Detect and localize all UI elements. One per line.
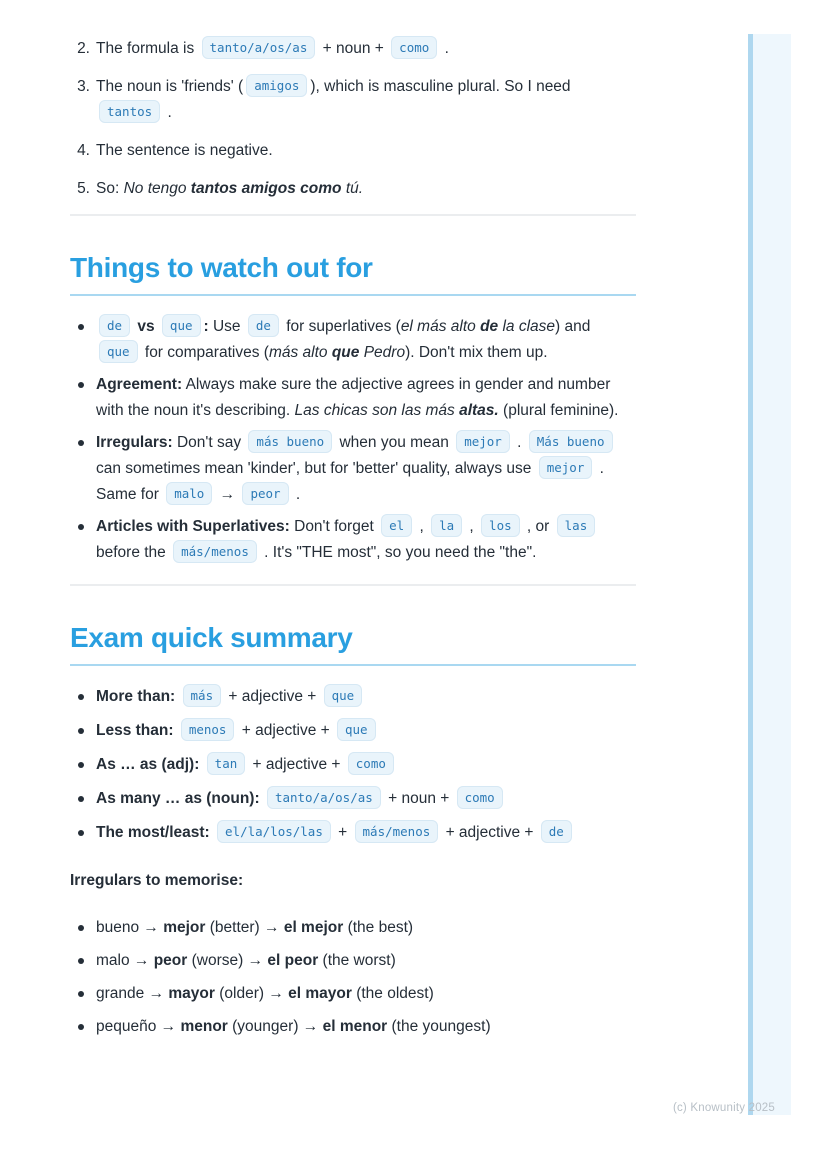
text-segment: vs xyxy=(133,318,159,335)
exam-summary-list xyxy=(70,684,636,846)
text-segment: mayor xyxy=(168,985,215,1002)
code-chip: malo xyxy=(166,482,212,505)
code-chip: que xyxy=(99,340,138,363)
text-segment xyxy=(175,688,179,705)
bullet-item xyxy=(70,915,636,941)
copyright-footer: (c) Knowunity 2025 xyxy=(672,1102,775,1114)
text-segment: As … as (adj): xyxy=(96,756,200,773)
list-number: 3. xyxy=(77,78,90,95)
text-segment: de xyxy=(480,318,499,335)
code-chip: que xyxy=(337,718,376,741)
text-segment: , xyxy=(465,518,479,535)
list-number: 2. xyxy=(77,40,90,57)
bullet-item xyxy=(70,514,636,566)
text-segment: So: xyxy=(96,180,124,197)
text-segment: : xyxy=(203,318,209,335)
text-segment: + adjective + xyxy=(248,756,345,773)
text-segment: The formula is xyxy=(96,40,199,57)
watch-out-list xyxy=(70,314,636,566)
text-segment: que xyxy=(331,344,360,361)
code-chip: tantos xyxy=(99,100,160,123)
text-segment: . xyxy=(512,434,526,451)
text-segment: (the worst) xyxy=(318,952,396,969)
text-segment: , xyxy=(415,518,429,535)
text-segment: (the youngest) xyxy=(387,1018,491,1035)
text-segment: ) and xyxy=(555,318,591,335)
text-segment: bueno → xyxy=(96,919,164,936)
text-segment: Don't say xyxy=(172,434,246,451)
code-chip: menos xyxy=(181,718,235,741)
text-segment: peor xyxy=(153,952,188,969)
text-segment: As many … as (noun): xyxy=(96,790,260,807)
page-edge-line xyxy=(748,34,753,1115)
text-segment: . xyxy=(440,40,449,57)
text-segment: (better) → xyxy=(205,919,284,936)
text-segment: Pedro xyxy=(359,344,406,361)
document-page xyxy=(70,36,636,1047)
text-segment: (worse) → xyxy=(187,952,268,969)
text-segment: (younger) → xyxy=(227,1018,323,1035)
code-chip: de xyxy=(541,820,572,843)
text-segment: (plural feminine). xyxy=(498,402,619,419)
numbered-item xyxy=(70,36,636,62)
text-segment: mejor xyxy=(163,919,206,936)
code-chip: Más bueno xyxy=(529,430,613,453)
code-chip: mejor xyxy=(539,456,593,479)
bullet-item xyxy=(70,718,636,744)
bullet-item xyxy=(70,1014,636,1040)
text-segment: tantos amigos como xyxy=(190,180,342,197)
code-chip: amigos xyxy=(246,74,307,97)
section-title-underline xyxy=(70,664,636,666)
bullet-item xyxy=(70,752,636,778)
section-title-underline xyxy=(70,294,636,296)
text-segment: + xyxy=(333,824,352,841)
bullet-item xyxy=(70,786,636,812)
code-chip: que xyxy=(162,314,201,337)
text-segment: , or xyxy=(522,518,554,535)
list-text xyxy=(96,78,571,121)
text-segment: ). Don't mix them up. xyxy=(405,344,548,361)
text-segment: + noun + xyxy=(383,790,454,807)
text-segment xyxy=(174,722,178,739)
bullet-item xyxy=(70,820,636,846)
text-segment: + noun + xyxy=(318,40,389,57)
text-segment: ), which is masculine plural. So I need xyxy=(310,78,571,95)
text-segment: menor xyxy=(180,1018,228,1035)
text-segment: el más alto xyxy=(400,318,481,335)
text-segment: . xyxy=(163,104,172,121)
code-chip: de xyxy=(248,314,279,337)
code-chip: más xyxy=(183,684,222,707)
text-segment: Use xyxy=(208,318,245,335)
code-chip: las xyxy=(557,514,596,537)
numbered-list xyxy=(70,36,636,202)
code-chip: el xyxy=(381,514,412,537)
text-segment: + adjective + xyxy=(441,824,538,841)
text-segment: No tengo xyxy=(123,180,191,197)
list-text xyxy=(96,180,363,197)
text-segment xyxy=(260,790,264,807)
list-text xyxy=(96,142,273,159)
text-segment: el mejor xyxy=(283,919,344,936)
text-segment: . It's "THE most", so you need the "the". xyxy=(259,544,537,561)
text-segment: before the xyxy=(96,544,171,561)
code-chip: tan xyxy=(207,752,246,775)
text-segment: más alto xyxy=(268,344,332,361)
text-segment xyxy=(210,824,214,841)
text-segment: . xyxy=(291,486,301,503)
text-segment: Las chicas son las más xyxy=(294,402,460,419)
bullet-item xyxy=(70,372,636,424)
text-segment: Articles with Superlatives: xyxy=(96,518,290,535)
section-divider xyxy=(70,214,636,216)
bullet-item xyxy=(70,430,636,508)
text-segment: can sometimes mean 'kinder', but for 'better' quality, always use xyxy=(96,460,536,477)
text-segment: la clase xyxy=(498,318,556,335)
code-chip: como xyxy=(457,786,503,809)
text-segment: More than: xyxy=(96,688,176,705)
list-text xyxy=(96,40,449,57)
section-title-watch-out: Things to watch out for xyxy=(70,252,373,283)
text-segment: when you mean xyxy=(335,434,454,451)
text-segment: for comparatives ( xyxy=(140,344,269,361)
code-chip: mejor xyxy=(456,430,510,453)
section-title-exam-summary: Exam quick summary xyxy=(70,622,353,653)
text-segment: grande → xyxy=(96,985,169,1002)
text-segment: The most/least: xyxy=(96,824,210,841)
text-segment: pequeño → xyxy=(96,1018,181,1035)
text-segment: el menor xyxy=(322,1018,388,1035)
text-segment: tú. xyxy=(341,180,364,197)
code-chip: peor xyxy=(242,482,288,505)
text-segment: malo → xyxy=(96,952,154,969)
irregulars-subheading: Irregulars to memorise: xyxy=(70,872,244,889)
code-chip: tanto/a/os/as xyxy=(202,36,316,59)
text-segment: Less than: xyxy=(96,722,174,739)
code-chip: los xyxy=(481,514,520,537)
text-segment: for superlatives ( xyxy=(281,318,401,335)
code-chip: de xyxy=(99,314,130,337)
code-chip: más/menos xyxy=(355,820,439,843)
text-segment: + adjective + xyxy=(237,722,334,739)
numbered-item xyxy=(70,176,636,202)
irregulars-list xyxy=(70,915,636,1040)
code-chip: el/la/los/las xyxy=(217,820,331,843)
code-chip: la xyxy=(431,514,462,537)
text-segment: altas. xyxy=(459,402,499,419)
text-segment: The noun is 'friends' ( xyxy=(96,78,244,95)
code-chip: como xyxy=(348,752,394,775)
text-segment: The sentence is negative. xyxy=(96,142,273,159)
text-segment: (older) → xyxy=(214,985,289,1002)
code-chip: más/menos xyxy=(173,540,257,563)
list-number: 5. xyxy=(77,180,90,197)
page-edge-panel xyxy=(748,34,791,1115)
text-segment: (the best) xyxy=(343,919,414,936)
text-segment: el peor xyxy=(267,952,319,969)
bullet-item xyxy=(70,314,636,366)
numbered-item xyxy=(70,74,636,126)
text-segment: Don't forget xyxy=(289,518,379,535)
section-divider xyxy=(70,584,636,586)
bullet-item xyxy=(70,684,636,710)
code-chip: como xyxy=(391,36,437,59)
numbered-item xyxy=(70,138,636,164)
text-segment: Agreement: xyxy=(96,376,183,393)
text-segment: + adjective + xyxy=(224,688,321,705)
list-number: 4. xyxy=(77,142,90,159)
bullet-item xyxy=(70,948,636,974)
text-segment: Irregulars: xyxy=(96,434,173,451)
text-segment: → xyxy=(215,486,240,503)
text-segment: . Same for xyxy=(96,460,604,503)
bullet-item xyxy=(70,981,636,1007)
text-segment: Always make sure the adjective agrees in gender and number with the noun it's describing. xyxy=(96,376,611,419)
code-chip: que xyxy=(324,684,363,707)
text-segment: el mayor xyxy=(288,985,352,1002)
text-segment xyxy=(199,756,203,773)
text-segment: (the oldest) xyxy=(351,985,434,1002)
code-chip: tanto/a/os/as xyxy=(267,786,381,809)
code-chip: más bueno xyxy=(248,430,332,453)
